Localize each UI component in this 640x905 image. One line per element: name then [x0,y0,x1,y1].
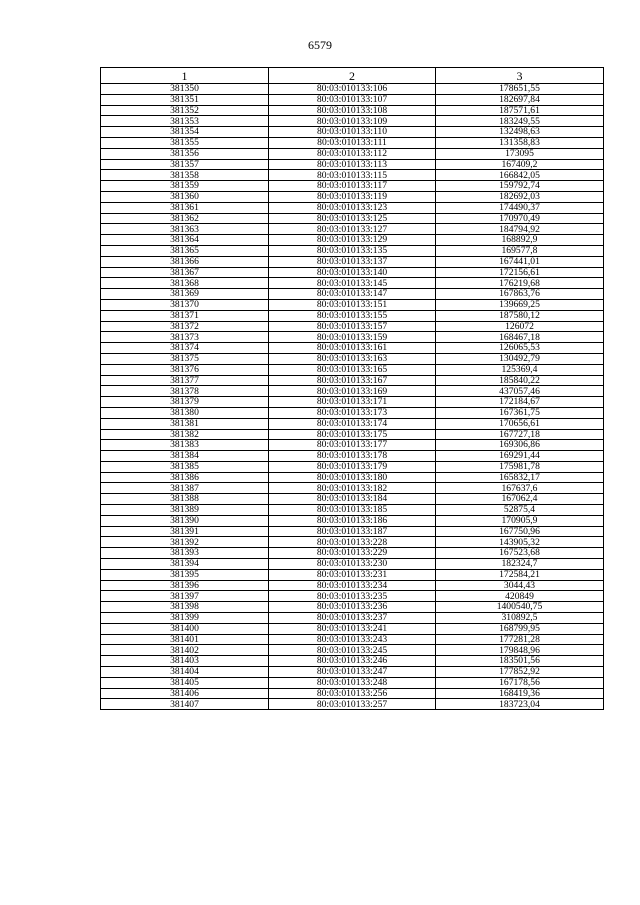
value-cell: 130492,79 [436,353,604,364]
cadastral-number-cell: 80:03:010133:135 [269,245,436,256]
table-row [101,429,604,440]
value-cell: 168892,9 [436,235,604,246]
value-cell: 187580,12 [436,310,604,321]
cadastral-number-cell: 80:03:010133:245 [269,645,436,656]
table-row [101,505,604,516]
cadastral-number-cell: 80:03:010133:247 [269,667,436,678]
row-number-cell: 381383 [101,440,269,451]
cadastral-number-cell: 80:03:010133:108 [269,105,436,116]
row-number-cell: 381355 [101,137,269,148]
value-cell: 52875,4 [436,505,604,516]
cadastral-number-cell: 80:03:010133:234 [269,580,436,591]
row-number-cell: 381360 [101,191,269,202]
cadastral-number-cell: 80:03:010133:123 [269,202,436,213]
value-cell: 169577,8 [436,245,604,256]
value-cell: 420849 [436,591,604,602]
cadastral-number-cell: 80:03:010133:157 [269,321,436,332]
row-number-cell: 381386 [101,472,269,483]
value-cell: 168467,18 [436,332,604,343]
table-row [101,472,604,483]
cadastral-number-cell: 80:03:010133:248 [269,677,436,688]
cadastral-number-cell: 80:03:010133:140 [269,267,436,278]
table-row [101,137,604,148]
cadastral-number-cell: 80:03:010133:243 [269,634,436,645]
cadastral-number-cell: 80:03:010133:237 [269,613,436,624]
row-number-cell: 381404 [101,667,269,678]
cadastral-number-cell: 80:03:010133:171 [269,397,436,408]
value-cell: 184794,92 [436,224,604,235]
table-header [101,68,604,84]
value-cell: 183723,04 [436,699,604,710]
cadastral-number-cell: 80:03:010133:241 [269,623,436,634]
row-number-cell: 381372 [101,321,269,332]
row-number-cell: 381393 [101,548,269,559]
table-row [101,299,604,310]
table-row [101,418,604,429]
row-number-cell: 381374 [101,343,269,354]
cadastral-number-cell: 80:03:010133:179 [269,461,436,472]
value-cell: 185840,22 [436,375,604,386]
row-number-cell: 381364 [101,235,269,246]
table-row [101,656,604,667]
table-row [101,623,604,634]
value-cell: 175981,78 [436,461,604,472]
cadastral-number-cell: 80:03:010133:147 [269,289,436,300]
table-row [101,224,604,235]
row-number-cell: 381361 [101,202,269,213]
row-number-cell: 381396 [101,580,269,591]
cadastral-number-cell: 80:03:010133:155 [269,310,436,321]
table-row [101,94,604,105]
table-row [101,170,604,181]
cadastral-number-cell: 80:03:010133:113 [269,159,436,170]
table-row [101,105,604,116]
row-number-cell: 381401 [101,634,269,645]
row-number-cell: 381389 [101,505,269,516]
value-cell: 139669,25 [436,299,604,310]
cadastral-number-cell: 80:03:010133:127 [269,224,436,235]
row-number-cell: 381373 [101,332,269,343]
row-number-cell: 381406 [101,688,269,699]
table-row [101,191,604,202]
table-row [101,278,604,289]
table-row [101,634,604,645]
table-row [101,116,604,127]
value-cell: 167523,68 [436,548,604,559]
cadastral-number-cell: 80:03:010133:174 [269,418,436,429]
value-cell: 170656,61 [436,418,604,429]
row-number-cell: 381394 [101,559,269,570]
row-number-cell: 381407 [101,699,269,710]
value-cell: 166842,05 [436,170,604,181]
cadastral-number-cell: 80:03:010133:163 [269,353,436,364]
value-cell: 167409,2 [436,159,604,170]
value-cell: 172156,61 [436,267,604,278]
column-header-1: 1 [101,68,269,84]
row-number-cell: 381385 [101,461,269,472]
table-row [101,332,604,343]
value-cell: 183501,56 [436,656,604,667]
value-cell: 177281,28 [436,634,604,645]
row-number-cell: 381359 [101,181,269,192]
table-row [101,256,604,267]
row-number-cell: 381357 [101,159,269,170]
cadastral-number-cell: 80:03:010133:230 [269,559,436,570]
table-row [101,235,604,246]
row-number-cell: 381362 [101,213,269,224]
cadastral-number-cell: 80:03:010133:109 [269,116,436,127]
value-cell: 177852,92 [436,667,604,678]
table-body [101,84,604,710]
table-row [101,364,604,375]
table-row [101,397,604,408]
cadastral-number-cell: 80:03:010133:184 [269,494,436,505]
data-table [100,67,604,710]
value-cell: 310892,5 [436,613,604,624]
row-number-cell: 381381 [101,418,269,429]
value-cell: 126072 [436,321,604,332]
table-row [101,667,604,678]
value-cell: 183249,55 [436,116,604,127]
cadastral-number-cell: 80:03:010133:180 [269,472,436,483]
cadastral-number-cell: 80:03:010133:110 [269,127,436,138]
table-row [101,375,604,386]
table-row [101,559,604,570]
table-row [101,267,604,278]
row-number-cell: 381367 [101,267,269,278]
cadastral-number-cell: 80:03:010133:167 [269,375,436,386]
value-cell: 182697,84 [436,94,604,105]
row-number-cell: 381352 [101,105,269,116]
row-number-cell: 381391 [101,526,269,537]
value-cell: 174490,37 [436,202,604,213]
cadastral-number-cell: 80:03:010133:115 [269,170,436,181]
row-number-cell: 381377 [101,375,269,386]
column-header-3: 3 [436,68,604,84]
cadastral-number-cell: 80:03:010133:246 [269,656,436,667]
table-row [101,343,604,354]
table-row [101,84,604,95]
row-number-cell: 381366 [101,256,269,267]
table-row [101,537,604,548]
value-cell: 3044,43 [436,580,604,591]
value-cell: 168799,95 [436,623,604,634]
row-number-cell: 381379 [101,397,269,408]
cadastral-number-cell: 80:03:010133:257 [269,699,436,710]
table-row [101,494,604,505]
table-row [101,548,604,559]
cadastral-number-cell: 80:03:010133:129 [269,235,436,246]
row-number-cell: 381390 [101,515,269,526]
row-number-cell: 381350 [101,84,269,95]
row-number-cell: 381363 [101,224,269,235]
value-cell: 172184,67 [436,397,604,408]
cadastral-number-cell: 80:03:010133:175 [269,429,436,440]
value-cell: 159792,74 [436,181,604,192]
header-row [101,68,604,84]
value-cell: 167178,56 [436,677,604,688]
value-cell: 167727,18 [436,429,604,440]
cadastral-number-cell: 80:03:010133:151 [269,299,436,310]
cadastral-number-cell: 80:03:010133:161 [269,343,436,354]
value-cell: 1400540,75 [436,602,604,613]
table-row [101,407,604,418]
row-number-cell: 381403 [101,656,269,667]
cadastral-number-cell: 80:03:010133:185 [269,505,436,516]
table-row [101,688,604,699]
row-number-cell: 381356 [101,148,269,159]
table-row [101,202,604,213]
value-cell: 168419,36 [436,688,604,699]
value-cell: 170970,49 [436,213,604,224]
table-row [101,569,604,580]
value-cell: 178651,55 [436,84,604,95]
value-cell: 172584,21 [436,569,604,580]
row-number-cell: 381378 [101,386,269,397]
table-row [101,386,604,397]
value-cell: 167441,01 [436,256,604,267]
table-row [101,526,604,537]
table-row [101,451,604,462]
table-row [101,245,604,256]
value-cell: 143905,32 [436,537,604,548]
value-cell: 170905,9 [436,515,604,526]
cadastral-number-cell: 80:03:010133:159 [269,332,436,343]
row-number-cell: 381369 [101,289,269,300]
table-row [101,321,604,332]
cadastral-number-cell: 80:03:010133:235 [269,591,436,602]
value-cell: 167750,96 [436,526,604,537]
row-number-cell: 381392 [101,537,269,548]
value-cell: 176219,68 [436,278,604,289]
row-number-cell: 381384 [101,451,269,462]
cadastral-number-cell: 80:03:010133:107 [269,94,436,105]
value-cell: 132498,63 [436,127,604,138]
cadastral-number-cell: 80:03:010133:256 [269,688,436,699]
cadastral-number-cell: 80:03:010133:236 [269,602,436,613]
row-number-cell: 381388 [101,494,269,505]
row-number-cell: 381371 [101,310,269,321]
cadastral-number-cell: 80:03:010133:228 [269,537,436,548]
value-cell: 167361,75 [436,407,604,418]
cadastral-number-cell: 80:03:010133:178 [269,451,436,462]
row-number-cell: 381397 [101,591,269,602]
row-number-cell: 381358 [101,170,269,181]
table-row [101,289,604,300]
row-number-cell: 381398 [101,602,269,613]
row-number-cell: 381351 [101,94,269,105]
table-row [101,580,604,591]
row-number-cell: 381365 [101,245,269,256]
cadastral-number-cell: 80:03:010133:119 [269,191,436,202]
table-row [101,353,604,364]
cadastral-number-cell: 80:03:010133:165 [269,364,436,375]
table-row [101,515,604,526]
row-number-cell: 381368 [101,278,269,289]
value-cell: 182692,03 [436,191,604,202]
table-row [101,127,604,138]
cadastral-number-cell: 80:03:010133:106 [269,84,436,95]
table-row [101,148,604,159]
cadastral-number-cell: 80:03:010133:177 [269,440,436,451]
table-row [101,213,604,224]
cadastral-number-cell: 80:03:010133:187 [269,526,436,537]
cadastral-number-cell: 80:03:010133:182 [269,483,436,494]
row-number-cell: 381399 [101,613,269,624]
value-cell: 126065,53 [436,343,604,354]
row-number-cell: 381370 [101,299,269,310]
row-number-cell: 381382 [101,429,269,440]
value-cell: 169306,86 [436,440,604,451]
value-cell: 165832,17 [436,472,604,483]
value-cell: 131358,83 [436,137,604,148]
cadastral-number-cell: 80:03:010133:145 [269,278,436,289]
table-row [101,645,604,656]
table-row [101,159,604,170]
value-cell: 125369,4 [436,364,604,375]
row-number-cell: 381405 [101,677,269,688]
cadastral-number-cell: 80:03:010133:137 [269,256,436,267]
row-number-cell: 381376 [101,364,269,375]
cadastral-number-cell: 80:03:010133:112 [269,148,436,159]
cadastral-number-cell: 80:03:010133:117 [269,181,436,192]
table-row [101,461,604,472]
table-row [101,699,604,710]
page-number: 6579 [308,38,332,52]
row-number-cell: 381400 [101,623,269,634]
table-row [101,310,604,321]
table-row [101,613,604,624]
row-number-cell: 381353 [101,116,269,127]
row-number-cell: 381375 [101,353,269,364]
cadastral-number-cell: 80:03:010133:229 [269,548,436,559]
column-header-2: 2 [269,68,436,84]
row-number-cell: 381387 [101,483,269,494]
cadastral-number-cell: 80:03:010133:111 [269,137,436,148]
table-row [101,677,604,688]
value-cell: 179848,96 [436,645,604,656]
value-cell: 437057,46 [436,386,604,397]
cadastral-number-cell: 80:03:010133:125 [269,213,436,224]
row-number-cell: 381380 [101,407,269,418]
value-cell: 173095 [436,148,604,159]
value-cell: 167637,6 [436,483,604,494]
table-row [101,602,604,613]
table-row [101,181,604,192]
row-number-cell: 381354 [101,127,269,138]
cadastral-number-cell: 80:03:010133:186 [269,515,436,526]
cadastral-number-cell: 80:03:010133:169 [269,386,436,397]
table-row [101,483,604,494]
value-cell: 187571,61 [436,105,604,116]
cadastral-number-cell: 80:03:010133:231 [269,569,436,580]
value-cell: 182324,7 [436,559,604,570]
value-cell: 167863,76 [436,289,604,300]
value-cell: 167062,4 [436,494,604,505]
table-row [101,440,604,451]
row-number-cell: 381395 [101,569,269,580]
cadastral-number-cell: 80:03:010133:173 [269,407,436,418]
table-row [101,591,604,602]
value-cell: 169291,44 [436,451,604,462]
row-number-cell: 381402 [101,645,269,656]
